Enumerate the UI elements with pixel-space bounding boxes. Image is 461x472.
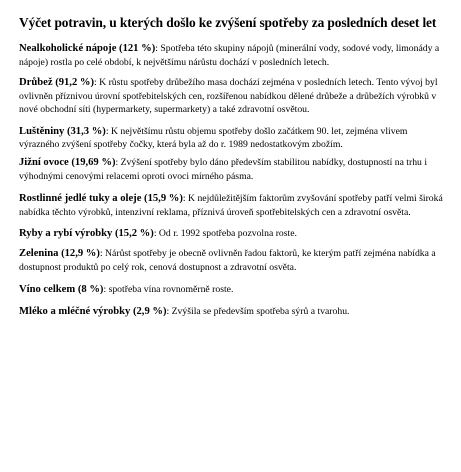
paragraph-text: : K nejdůležitějším faktorům zvyšování spotřeby patří velmi široká nabídka těchto výrobků, intenzivní reklama, příznivá úroveň spotřebitelských cen a zdravotní osvěta. xyxy=(19,193,443,218)
document-page xyxy=(19,15,449,327)
paragraph-drubez xyxy=(19,76,449,117)
paragraph-heading: Drůbež (91,2 %) xyxy=(19,77,95,89)
paragraph-text: : K největšímu růstu objemu spotřeby došlo začátkem 90. let, zejména vlivem výrazného zvýšení spotřeby čočky, která byla až do r. 1989 nedostatkovým zbožím. xyxy=(19,125,408,151)
paragraph-text: : Zvýšila se především spotřeba sýrů a tvarohu. xyxy=(166,305,350,317)
paragraph-text: : Spotřeba této skupiny nápojů (minerální vody, sodové vody, limonády a nápoje) rostla po celé období, k největšímu nárůstu dochází v posledních letech. xyxy=(19,43,440,68)
paragraph-text: : Nárůst spotřeby je obecně ovlivněn řadou faktorů, ke kterým patří zejména nabídka a dostupnost produktů po celý rok, cenová dostupnost a zdravotní osvěta. xyxy=(19,248,436,273)
paragraph-text: : K růstu spotřeby drůbežího masa dochází zejména v posledních letech. Tento vývoj byl ovlivněn příznivou úrovní spotřebitelských cen, rozšířenou nabídkou dělené drůbeže a drůbežích výrobků v nové obchodní síti (hypermarkety, supermarkety) a také zdravotní osvětou. xyxy=(19,77,438,116)
paragraph-lusteniny xyxy=(19,125,449,152)
paragraph-jizni-ovoce xyxy=(19,156,449,183)
document-title: Výčet potravin, u kterých došlo ke zvýšení spotřeby za posledních deset let xyxy=(19,15,437,30)
paragraph-zelenina xyxy=(19,247,449,274)
paragraph-rostlinne-tuky xyxy=(19,192,449,219)
paragraph-heading: Luštěniny (31,3 %) xyxy=(19,125,106,137)
paragraph-mleko xyxy=(19,305,449,319)
paragraph-nealkoholicke-napoje xyxy=(19,42,449,69)
paragraph-heading: Mléko a mléčné výrobky (2,9 %) xyxy=(19,305,167,317)
paragraph-heading: Víno celkem (8 %) xyxy=(19,283,104,295)
paragraph-heading: Rostlinné jedlé tuky a oleje (15,9 %) xyxy=(19,193,183,205)
paragraph-vino xyxy=(19,283,449,297)
paragraph-text: : spotřeba vína rovnoměrně roste. xyxy=(103,283,234,295)
paragraph-text: : Zvýšení spotřeby bylo dáno především stabilitou nabídky, dostupností na trhu i výhodnými cenovými relacemi oproti ovoci mírného pásma. xyxy=(19,157,428,182)
paragraph-heading: Ryby a rybí výrobky (15,2 %) xyxy=(19,228,154,240)
paragraph-ryby xyxy=(19,227,449,241)
paragraph-text: : Od r. 1992 spotřeba pozvolna roste. xyxy=(153,228,297,240)
paragraph-heading: Jižní ovoce (19,69 %) xyxy=(19,157,116,169)
paragraph-heading: Zelenina (12,9 %) xyxy=(19,248,100,260)
paragraph-heading: Nealkoholické nápoje (121 %) xyxy=(19,43,156,54)
